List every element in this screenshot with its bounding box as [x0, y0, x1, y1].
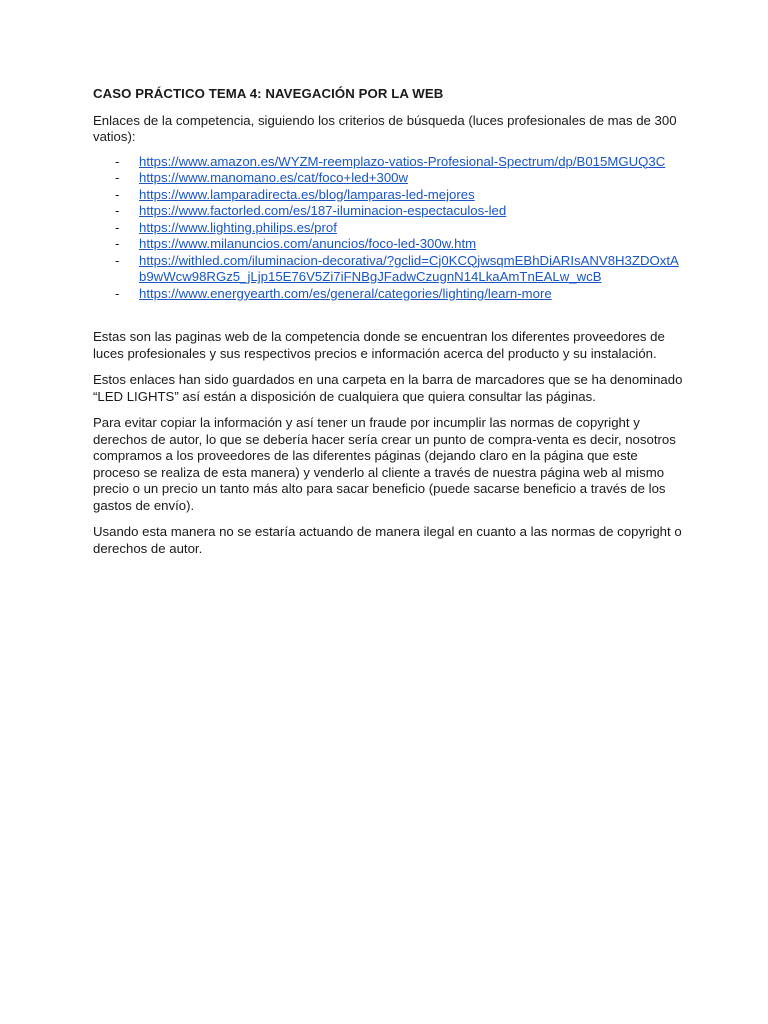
- list-item: [93, 236, 683, 253]
- list-item: [93, 220, 683, 237]
- list-item: [93, 187, 683, 204]
- link-energyearth[interactable]: https://www.energyearth.com/es/general/categories/lighting/learn-more: [139, 285, 552, 301]
- paragraph-copyright: Para evitar copiar la información y así tener un fraude por incumplir las normas de copyright y derechos de autor, lo que se debería hacer sería crear un punto de compra-venta es decir, nosotros compramos a los proveedores de las diferentes páginas (dejando claro en la página que este proceso se realiza de esta manera) y venderlo al cliente a través de nuestra página web al mismo precio o un precio un tanto más alto para sacar beneficio (puede sacarse beneficio a través de los gastos de envío).: [93, 415, 676, 513]
- bullet-dash: -: [115, 153, 120, 169]
- bullet-dash: -: [115, 236, 120, 251]
- bullet-dash: -: [115, 219, 120, 235]
- link-manomano[interactable]: https://www.manomano.es/cat/foco+led+300w: [139, 170, 409, 185]
- bullet-dash: -: [115, 285, 120, 301]
- bullet-dash: -: [115, 186, 120, 202]
- bullet-dash: -: [115, 170, 120, 185]
- link-factorled[interactable]: https://www.factorled.com/es/187-iluminacion-espectaculos-led: [139, 203, 507, 218]
- list-item: [93, 154, 683, 171]
- link-philips[interactable]: https://www.lighting.philips.es/prof: [139, 219, 337, 235]
- link-amazon[interactable]: https://www.amazon.es/WYZM-reemplazo-vatios-Profesional-Spectrum/dp/B015MGUQ3C: [139, 153, 666, 169]
- paragraph-competitors: Estas son las paginas web de la competencia donde se encuentran los diferentes proveedores de luces profesionales y sus respectivos precios e información acerca del producto y su instalación.: [93, 329, 665, 361]
- list-item: [93, 286, 683, 303]
- link-lamparadirecta[interactable]: https://www.lamparadirecta.es/blog/lamparas-led-mejores: [139, 186, 475, 202]
- list-item: [93, 203, 683, 220]
- list-item: [93, 170, 683, 187]
- bullet-dash: -: [115, 252, 120, 268]
- link-withled[interactable]: https://withled.com/iluminacion-decorativa/?gclid=Cj0KCQjwsqmEBhDiARIsANV8H3ZDOxtAb9wWcw98RGz5_jLjp15E76V5Zi7iFNBgJFadwCzugnN14LkaAmTnEALw_wcB: [139, 252, 679, 284]
- paragraph-conclusion: Usando esta manera no se estaría actuando de manera ilegal en cuanto a las normas de copyright o derechos de autor.: [93, 524, 682, 556]
- competitor-link-list: [93, 154, 683, 303]
- intro-paragraph: Enlaces de la competencia, siguiendo los criterios de búsqueda (luces profesionales de mas de 300 vatios):: [93, 112, 677, 144]
- document-title: CASO PRÁCTICO TEMA 4: NAVEGACIÓN POR LA WEB: [93, 86, 444, 101]
- bullet-dash: -: [115, 203, 120, 218]
- document-page: [93, 86, 683, 567]
- paragraph-bookmarks: Estos enlaces han sido guardados en una carpeta en la barra de marcadores que se ha denominado “LED LIGHTS” así están a disposición de cualquiera que quiera consultar las páginas.: [93, 372, 683, 404]
- link-milanuncios[interactable]: https://www.milanuncios.com/anuncios/foco-led-300w.htm: [139, 236, 477, 251]
- list-item: [93, 253, 683, 286]
